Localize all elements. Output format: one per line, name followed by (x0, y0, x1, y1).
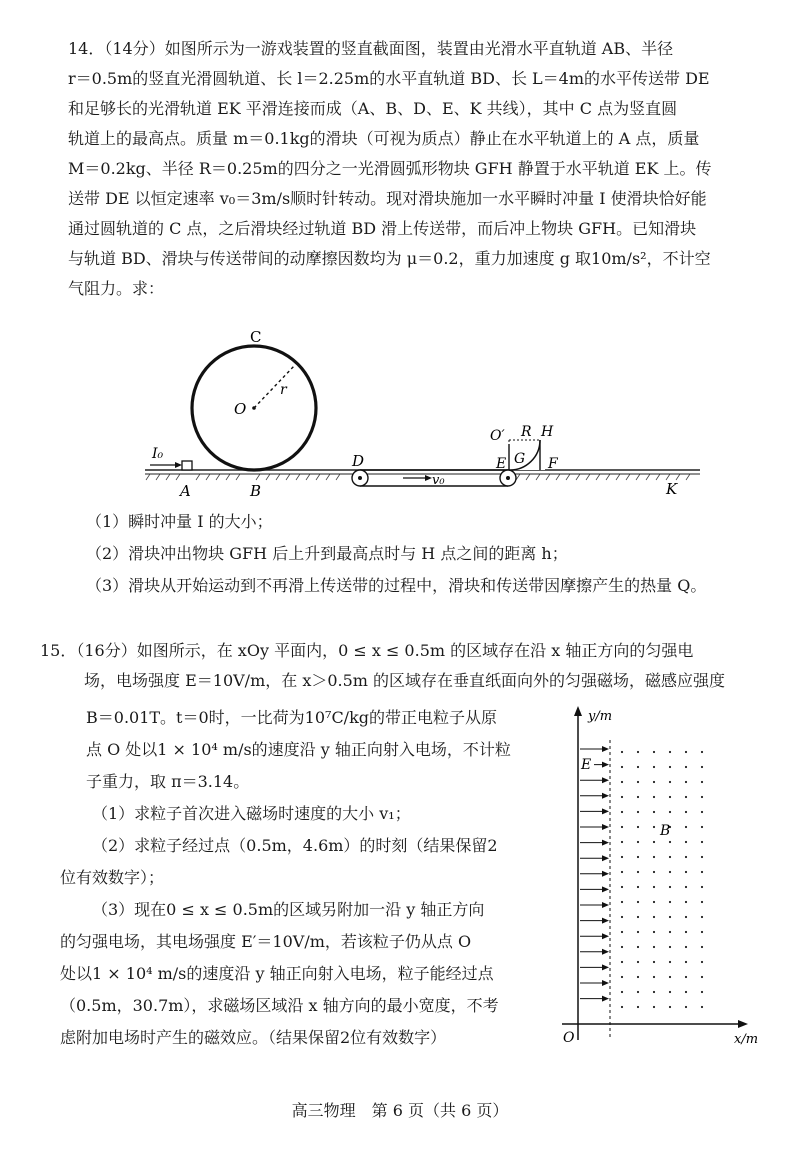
q15-line: （0.5m，30.7m），求磁场区域沿 x 轴方向的最小宽度，不考 (60, 996, 499, 1015)
b-field-dot (669, 931, 671, 933)
b-field-dot (685, 991, 687, 993)
b-field-dot (701, 886, 703, 888)
b-field-dot (637, 931, 639, 933)
b-field-dot (669, 811, 671, 813)
b-field-dot (621, 841, 623, 843)
b-field-dot (701, 751, 703, 753)
b-field-dot (621, 826, 623, 828)
b-field-dot (637, 841, 639, 843)
b-field-dot (685, 751, 687, 753)
b-field-dot (653, 886, 655, 888)
label-I0: I₀ (152, 446, 164, 462)
b-field-dot (621, 991, 623, 993)
b-field-dot (701, 766, 703, 768)
e-field-arrowhead (602, 996, 609, 1002)
e-field-arrowhead (602, 777, 609, 783)
radius-line (254, 365, 295, 408)
label-F: F (548, 456, 558, 472)
q15-line: 位有效数字）； (60, 868, 165, 887)
belt-velocity-arrow-head (425, 475, 432, 481)
b-field-dot (653, 871, 655, 873)
q14-line: 14．（14分）如图所示为一游戏装置的竖直截面图，装置由光滑水平直轨道 AB、半径 (68, 39, 674, 58)
b-field-dot (621, 856, 623, 858)
ground-hatching (146, 474, 690, 480)
label-K: K (666, 480, 678, 498)
slider-block (182, 461, 192, 470)
q14-line: 通过圆轨道的 C 点，之后滑块经过轨道 BD 滑上传送带，而后冲上物块 GFH。已知滑块 (68, 219, 697, 238)
belt-pulley-E-axle (506, 476, 510, 480)
b-field-dot (669, 841, 671, 843)
q14-stem (68, 34, 768, 304)
e-field-arrowhead (602, 808, 609, 814)
b-field-dot (685, 916, 687, 918)
b-field-dot (621, 946, 623, 948)
b-field-dot (701, 796, 703, 798)
q15-stem-bottom (60, 926, 540, 1054)
q14-line: r＝0.5m的竖直光滑圆轨道、长 l＝2.25m的水平直轨道 BD、长 L＝4m的水平传送带 DE (68, 69, 710, 88)
b-field-dot (621, 766, 623, 768)
b-field-dot (621, 931, 623, 933)
impulse-arrow-head (175, 462, 182, 468)
b-field-dot (701, 781, 703, 783)
q14-line: 送带 DE 以恒定速率 v₀＝3m/s顺时针转动。现对滑块施加一水平瞬时冲量 I 使滑块恰好能 (68, 189, 707, 208)
label-B-field: B (660, 823, 671, 839)
b-field-dot (653, 901, 655, 903)
e-field-arrowhead (602, 871, 609, 877)
b-field-dot (621, 751, 623, 753)
e-field-arrowhead (602, 762, 609, 768)
q15-stem-full (40, 636, 770, 696)
b-field-dot (685, 781, 687, 783)
b-field-dot (685, 871, 687, 873)
b-field-dot (701, 991, 703, 993)
b-field-dot (653, 1006, 655, 1008)
b-field-dot (669, 766, 671, 768)
q15-line: 处以1 × 10⁴ m/s的速度沿 y 轴正向射入电场，粒子能经过点 (60, 964, 494, 983)
b-field-dot (701, 1006, 703, 1008)
b-field-dot (621, 886, 623, 888)
label-R: R (521, 424, 532, 440)
b-field-dot (653, 916, 655, 918)
q15-line: 15．（16分）如图所示，在 xOy 平面内，0 ≤ x ≤ 0.5m 的区域存在沿 x 轴正方向的匀强电 (40, 641, 694, 660)
q15-question-2: （2）求粒子经过点（0.5m，4.6m）的时刻（结果保留2 (92, 836, 498, 855)
b-field-dot (637, 976, 639, 978)
label-C: C (250, 328, 262, 346)
e-field-arrowhead (602, 824, 609, 830)
b-field-dot (669, 856, 671, 858)
b-field-dot (685, 796, 687, 798)
q15-line: 虑附加电场时产生的磁效应。（结果保留2位有效数字） (60, 1028, 447, 1047)
b-field-dot (701, 841, 703, 843)
b-field-dot (701, 946, 703, 948)
b-field-dot (685, 1006, 687, 1008)
label-D: D (352, 452, 365, 470)
b-field-dot (653, 961, 655, 963)
b-field-dot (685, 946, 687, 948)
b-field-dot (621, 901, 623, 903)
b-field-dot (621, 1006, 623, 1008)
b-field-dot (653, 946, 655, 948)
b-field-dot (637, 796, 639, 798)
b-field-dot (637, 856, 639, 858)
b-field-dot (701, 931, 703, 933)
b-field-dot (653, 856, 655, 858)
b-field-dot (685, 976, 687, 978)
b-field-dot (685, 961, 687, 963)
b-field-dot (701, 871, 703, 873)
q15-figure (540, 700, 780, 1060)
b-field-dot (685, 856, 687, 858)
b-field-dot (637, 961, 639, 963)
page-footer: 高三物理 第 6 页（共 6 页） (291, 1101, 509, 1120)
b-field-dot (685, 841, 687, 843)
b-field-dot (621, 811, 623, 813)
b-field-dot (621, 961, 623, 963)
b-field-dot (685, 811, 687, 813)
q15-line: 场，电场强度 E＝10V/m，在 x＞0.5m 的区域存在垂直纸面向外的匀强磁场，磁感应强度 (84, 671, 726, 690)
b-field-dot (653, 931, 655, 933)
e-field-arrowhead (602, 949, 609, 955)
e-field-arrowhead (602, 840, 609, 846)
label-O: O (234, 400, 247, 418)
q14-question-3: （3）滑块从开始运动到不再滑上传送带的过程中，滑块和传送带因摩擦产生的热量 Q。 (86, 576, 707, 595)
b-field-dot (653, 766, 655, 768)
b-field-dot (637, 871, 639, 873)
b-field-dot (685, 886, 687, 888)
b-field-dot (653, 781, 655, 783)
b-field-dot (621, 871, 623, 873)
q14-line: 与轨道 BD、滑块与传送带间的动摩擦因数均为 μ＝0.2，重力加速度 g 取10m/s²，不计空 (68, 249, 711, 268)
b-field-dot (653, 991, 655, 993)
b-field-dot (653, 826, 655, 828)
b-field-dot (621, 781, 623, 783)
q14-question-2: （2）滑块冲出物块 GFH 后上升到最高点时与 H 点之间的距离 h； (86, 544, 568, 563)
b-field-dot (653, 811, 655, 813)
b-field-dot (637, 811, 639, 813)
label-A: A (180, 482, 191, 500)
b-field-dot (701, 901, 703, 903)
b-field-dot (685, 826, 687, 828)
belt-pulley-D-axle (358, 476, 362, 480)
x-axis-arrow (738, 1020, 748, 1028)
q14-line: 气阻力。求： (68, 279, 165, 298)
label-r: r (280, 382, 287, 398)
x-axis-label: x/m (734, 1032, 759, 1047)
e-field-arrowhead (602, 933, 609, 939)
b-field-dot (637, 991, 639, 993)
q15-line: 子重力，取 π＝3.14。 (86, 772, 250, 791)
e-field-arrowhead (602, 964, 609, 970)
label-G: G (514, 451, 526, 467)
y-axis-arrow (574, 706, 582, 716)
b-field-dot (621, 976, 623, 978)
b-field-dot (701, 976, 703, 978)
magnetic-field-dots (621, 751, 703, 1008)
q14-figure (0, 300, 800, 510)
q15-question-1: （1）求粒子首次进入磁场时速度的大小 v₁； (92, 804, 411, 823)
b-field-dot (669, 796, 671, 798)
label-B: B (250, 482, 262, 500)
q14-line: M＝0.2kg、半径 R＝0.25m的四分之一光滑圆弧形物块 GFH 静置于水平轨道 EK 上。传 (68, 159, 712, 178)
e-field-arrowhead (602, 855, 609, 861)
q14-questions (86, 506, 776, 602)
b-field-dot (669, 751, 671, 753)
b-field-dot (685, 931, 687, 933)
b-field-dot (669, 946, 671, 948)
b-field-dot (653, 751, 655, 753)
b-field-dot (637, 886, 639, 888)
b-field-dot (669, 886, 671, 888)
label-E-field: E (581, 757, 592, 773)
b-field-dot (621, 796, 623, 798)
q15-line: 点 O 处以1 × 10⁴ m/s的速度沿 y 轴正向射入电场，不计粒 (86, 740, 511, 759)
y-axis-label: y/m (588, 709, 613, 724)
b-field-dot (637, 766, 639, 768)
q15-line: 的匀强电场，其电场强度 E′＝10V/m，若该粒子仍从点 O (60, 932, 472, 951)
b-field-dot (637, 1006, 639, 1008)
label-O-prime: O′ (490, 428, 505, 444)
b-field-dot (701, 856, 703, 858)
label-H: H (541, 424, 554, 440)
b-field-dot (669, 916, 671, 918)
b-field-dot (669, 976, 671, 978)
b-field-dot (701, 826, 703, 828)
b-field-dot (637, 751, 639, 753)
b-field-dot (669, 871, 671, 873)
b-field-dot (637, 946, 639, 948)
b-field-dot (685, 766, 687, 768)
b-field-dot (637, 901, 639, 903)
q14-line: 和足够长的光滑轨道 EK 平滑连接而成（A、B、D、E、K 共线），其中 C 点为竖直圆 (68, 99, 678, 118)
label-v0: v₀ (432, 473, 445, 488)
b-field-dot (669, 901, 671, 903)
b-field-dot (669, 961, 671, 963)
b-field-dot (701, 811, 703, 813)
b-field-dot (669, 1006, 671, 1008)
b-field-dot (653, 796, 655, 798)
e-field-arrowhead (602, 793, 609, 799)
e-field-arrowhead (602, 886, 609, 892)
b-field-dot (653, 976, 655, 978)
b-field-dot (637, 781, 639, 783)
q15-stem-narrow (60, 702, 541, 926)
label-E: E (496, 456, 507, 472)
b-field-dot (621, 916, 623, 918)
electric-field-arrows (580, 746, 609, 1002)
e-field-arrowhead (602, 918, 609, 924)
q15-line: B＝0.01T。t＝0时，一比荷为10⁷C/kg的带正电粒子从原 (86, 708, 498, 727)
e-field-arrowhead (602, 902, 609, 908)
e-field-arrowhead (602, 746, 609, 752)
q14-question-1: （1）瞬时冲量 I 的大小； (86, 512, 273, 531)
b-field-dot (637, 826, 639, 828)
b-field-dot (701, 961, 703, 963)
b-field-dot (653, 841, 655, 843)
b-field-dot (669, 781, 671, 783)
q14-line: 轨道上的最高点。质量 m＝0.1kg的滑块（可视为质点）静止在水平轨道上的 A 点，质量 (68, 129, 700, 148)
b-field-dot (637, 916, 639, 918)
q15-question-3: （3）现在0 ≤ x ≤ 0.5m的区域另附加一沿 y 轴正方向 (92, 900, 485, 919)
b-field-dot (669, 991, 671, 993)
e-field-arrowhead (602, 980, 609, 986)
origin-label: O (563, 1030, 575, 1046)
b-field-dot (685, 901, 687, 903)
b-field-dot (701, 916, 703, 918)
